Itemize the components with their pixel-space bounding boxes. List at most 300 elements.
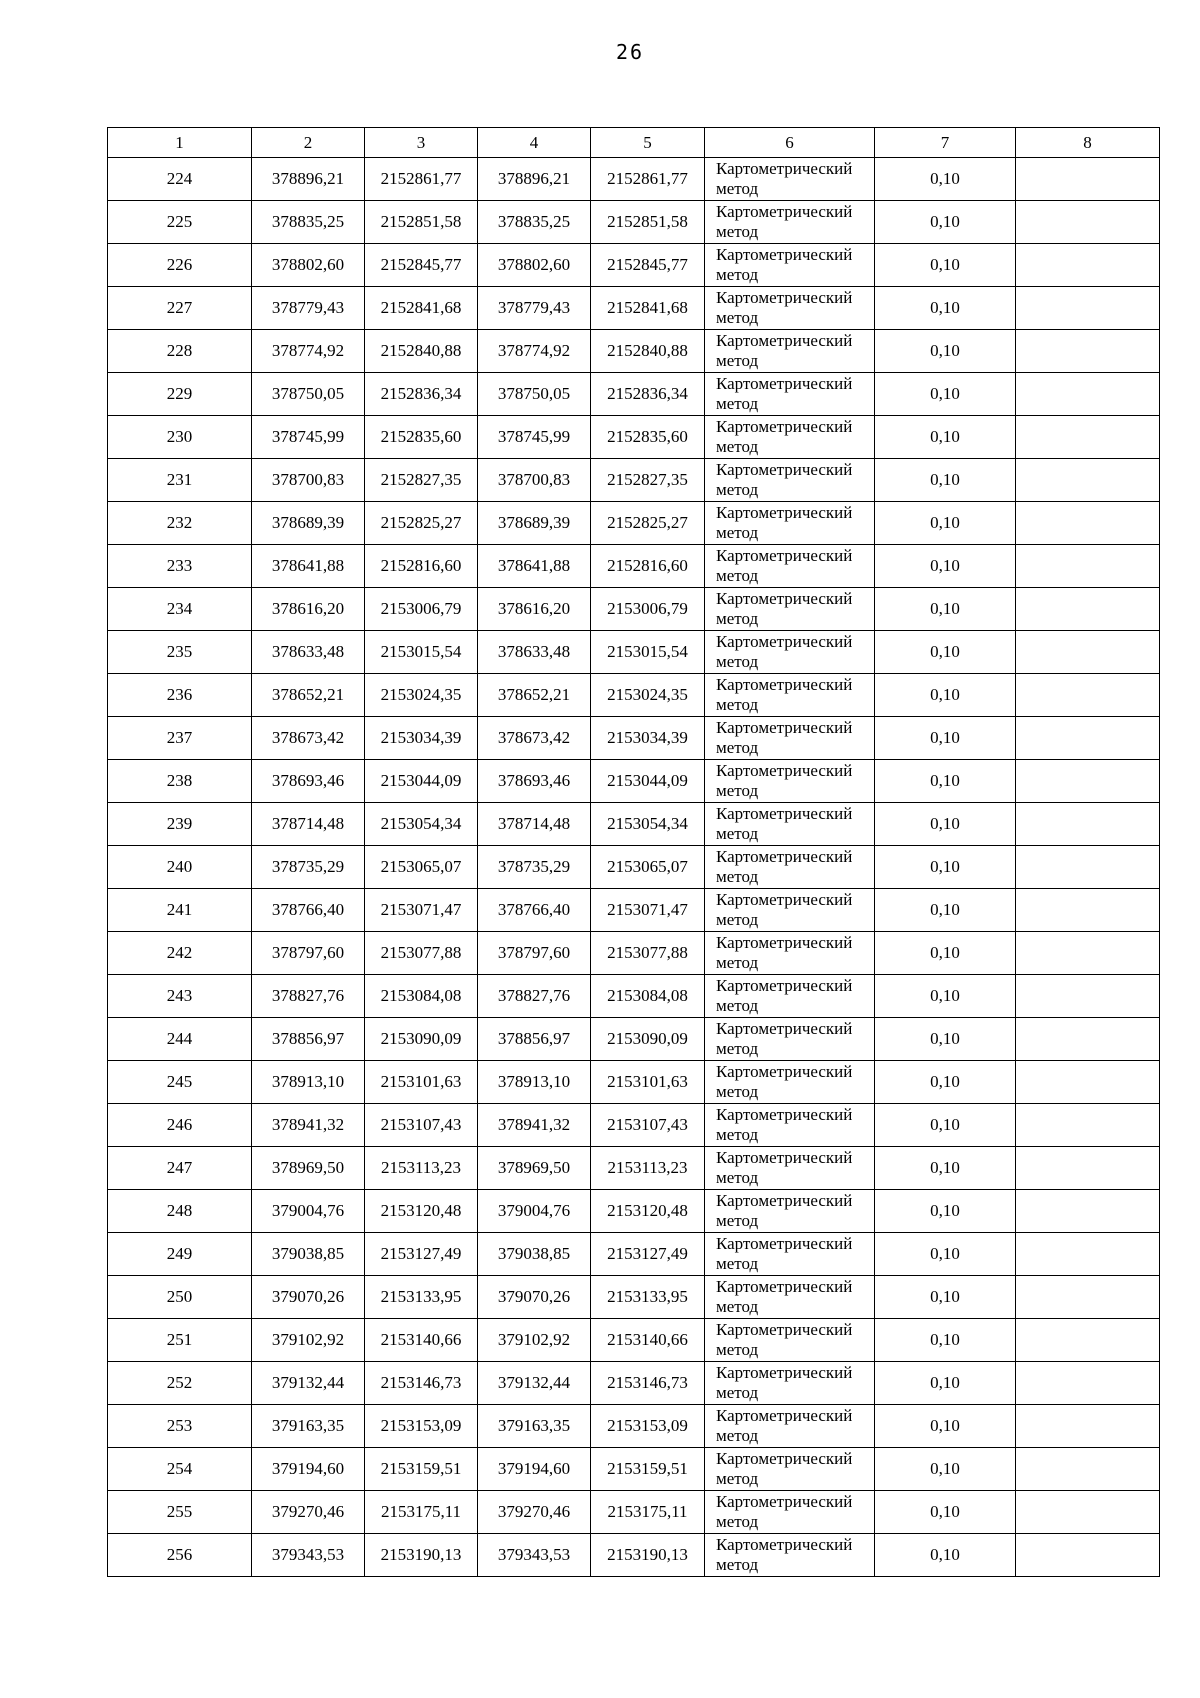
method-line: Картометрический [716, 417, 853, 436]
y-coordinate-cell: 2153101,63 [591, 1061, 705, 1104]
accuracy-cell: 0,10 [875, 287, 1016, 330]
method-cell [705, 244, 875, 287]
table-row [108, 846, 1160, 889]
x-coordinate-cell: 379132,44 [478, 1362, 591, 1405]
x-coordinate-cell: 378689,39 [478, 502, 591, 545]
x-coordinate-cell: 378750,05 [478, 373, 591, 416]
method-cell [705, 1233, 875, 1276]
method-line: Картометрический [716, 1363, 853, 1382]
note-cell [1016, 846, 1160, 889]
method-cell [705, 1147, 875, 1190]
column-header: 2 [252, 128, 365, 158]
method-cell [705, 1405, 875, 1448]
note-cell [1016, 330, 1160, 373]
y-coordinate-cell: 2153140,66 [365, 1319, 478, 1362]
x-coordinate-cell: 378797,60 [478, 932, 591, 975]
method-line: Картометрический [716, 202, 853, 221]
y-coordinate-cell: 2153071,47 [365, 889, 478, 932]
method-line: метод [716, 308, 759, 327]
y-coordinate-cell: 2153084,08 [365, 975, 478, 1018]
accuracy-cell: 0,10 [875, 803, 1016, 846]
note-cell [1016, 459, 1160, 502]
table-row [108, 631, 1160, 674]
table-row [108, 158, 1160, 201]
point-number-cell: 254 [108, 1448, 252, 1491]
point-number-cell: 240 [108, 846, 252, 889]
x-coordinate-cell: 379004,76 [252, 1190, 365, 1233]
method-line: Картометрический [716, 1105, 853, 1124]
note-cell [1016, 1319, 1160, 1362]
method-cell [705, 1491, 875, 1534]
method-line: Картометрический [716, 331, 853, 350]
method-line: метод [716, 1555, 759, 1574]
note-cell [1016, 889, 1160, 932]
y-coordinate-cell: 2153077,88 [591, 932, 705, 975]
point-number-cell: 251 [108, 1319, 252, 1362]
y-coordinate-cell: 2153101,63 [365, 1061, 478, 1104]
x-coordinate-cell: 378652,21 [252, 674, 365, 717]
accuracy-cell: 0,10 [875, 1448, 1016, 1491]
y-coordinate-cell: 2153077,88 [365, 932, 478, 975]
x-coordinate-cell: 378827,76 [252, 975, 365, 1018]
y-coordinate-cell: 2152840,88 [591, 330, 705, 373]
point-number-cell: 237 [108, 717, 252, 760]
x-coordinate-cell: 379070,26 [478, 1276, 591, 1319]
x-coordinate-cell: 378700,83 [478, 459, 591, 502]
method-line: Картометрический [716, 1277, 853, 1296]
method-line: Картометрический [716, 976, 853, 995]
point-number-cell: 239 [108, 803, 252, 846]
y-coordinate-cell: 2153127,49 [365, 1233, 478, 1276]
accuracy-cell: 0,10 [875, 373, 1016, 416]
x-coordinate-cell: 378827,76 [478, 975, 591, 1018]
accuracy-cell: 0,10 [875, 1319, 1016, 1362]
point-number-cell: 232 [108, 502, 252, 545]
column-header: 7 [875, 128, 1016, 158]
table-row [108, 1190, 1160, 1233]
method-cell [705, 674, 875, 717]
y-coordinate-cell: 2152861,77 [591, 158, 705, 201]
method-line: Картометрический [716, 933, 853, 952]
note-cell [1016, 1147, 1160, 1190]
method-cell [705, 545, 875, 588]
x-coordinate-cell: 379038,85 [252, 1233, 365, 1276]
accuracy-cell: 0,10 [875, 588, 1016, 631]
note-cell [1016, 1405, 1160, 1448]
method-line: метод [716, 437, 759, 456]
note-cell [1016, 158, 1160, 201]
y-coordinate-cell: 2152845,77 [591, 244, 705, 287]
y-coordinate-cell: 2153034,39 [365, 717, 478, 760]
point-number-cell: 227 [108, 287, 252, 330]
x-coordinate-cell: 378774,92 [478, 330, 591, 373]
x-coordinate-cell: 378896,21 [478, 158, 591, 201]
coordinates-table [107, 127, 1160, 1577]
method-line: метод [716, 1211, 759, 1230]
y-coordinate-cell: 2153133,95 [591, 1276, 705, 1319]
method-line: Картометрический [716, 718, 853, 737]
method-line: Картометрический [716, 847, 853, 866]
note-cell [1016, 1491, 1160, 1534]
accuracy-cell: 0,10 [875, 889, 1016, 932]
x-coordinate-cell: 379132,44 [252, 1362, 365, 1405]
method-line: Картометрический [716, 761, 853, 780]
method-line: Картометрический [716, 245, 853, 264]
method-line: Картометрический [716, 632, 853, 651]
method-line: метод [716, 1082, 759, 1101]
method-line: Картометрический [716, 1191, 853, 1210]
note-cell [1016, 373, 1160, 416]
x-coordinate-cell: 378779,43 [478, 287, 591, 330]
x-coordinate-cell: 378633,48 [478, 631, 591, 674]
method-line: метод [716, 1512, 759, 1531]
point-number-cell: 255 [108, 1491, 252, 1534]
y-coordinate-cell: 2153054,34 [591, 803, 705, 846]
note-cell [1016, 1448, 1160, 1491]
method-cell [705, 330, 875, 373]
accuracy-cell: 0,10 [875, 1190, 1016, 1233]
point-number-cell: 243 [108, 975, 252, 1018]
y-coordinate-cell: 2153084,08 [591, 975, 705, 1018]
y-coordinate-cell: 2153015,54 [365, 631, 478, 674]
y-coordinate-cell: 2152851,58 [365, 201, 478, 244]
note-cell [1016, 244, 1160, 287]
table-row [108, 502, 1160, 545]
table-row [108, 1276, 1160, 1319]
method-line: метод [716, 652, 759, 671]
table-row [108, 1362, 1160, 1405]
y-coordinate-cell: 2153024,35 [591, 674, 705, 717]
y-coordinate-cell: 2153133,95 [365, 1276, 478, 1319]
y-coordinate-cell: 2152816,60 [365, 545, 478, 588]
method-cell [705, 846, 875, 889]
x-coordinate-cell: 379194,60 [252, 1448, 365, 1491]
point-number-cell: 235 [108, 631, 252, 674]
accuracy-cell: 0,10 [875, 244, 1016, 287]
x-coordinate-cell: 378766,40 [478, 889, 591, 932]
method-cell [705, 416, 875, 459]
method-line: Картометрический [716, 503, 853, 522]
accuracy-cell: 0,10 [875, 674, 1016, 717]
method-line: Картометрический [716, 1148, 853, 1167]
method-cell [705, 1319, 875, 1362]
x-coordinate-cell: 379004,76 [478, 1190, 591, 1233]
x-coordinate-cell: 378693,46 [478, 760, 591, 803]
y-coordinate-cell: 2153107,43 [591, 1104, 705, 1147]
method-cell [705, 1362, 875, 1405]
page-number: 26 [615, 40, 645, 64]
point-number-cell: 224 [108, 158, 252, 201]
note-cell [1016, 803, 1160, 846]
y-coordinate-cell: 2153071,47 [591, 889, 705, 932]
method-line: метод [716, 1426, 759, 1445]
note-cell [1016, 416, 1160, 459]
table-row [108, 1061, 1160, 1104]
method-cell [705, 1276, 875, 1319]
y-coordinate-cell: 2152840,88 [365, 330, 478, 373]
accuracy-cell: 0,10 [875, 158, 1016, 201]
accuracy-cell: 0,10 [875, 932, 1016, 975]
y-coordinate-cell: 2153065,07 [365, 846, 478, 889]
point-number-cell: 248 [108, 1190, 252, 1233]
y-coordinate-cell: 2153153,09 [365, 1405, 478, 1448]
table-row [108, 717, 1160, 760]
method-line: Картометрический [716, 589, 853, 608]
method-line: метод [716, 910, 759, 929]
note-cell [1016, 975, 1160, 1018]
y-coordinate-cell: 2152827,35 [365, 459, 478, 502]
point-number-cell: 253 [108, 1405, 252, 1448]
accuracy-cell: 0,10 [875, 1276, 1016, 1319]
method-cell [705, 373, 875, 416]
x-coordinate-cell: 378693,46 [252, 760, 365, 803]
y-coordinate-cell: 2152841,68 [365, 287, 478, 330]
method-line: метод [716, 1297, 759, 1316]
table-row [108, 1233, 1160, 1276]
method-line: метод [716, 867, 759, 886]
column-header: 8 [1016, 128, 1160, 158]
method-line: Картометрический [716, 1320, 853, 1339]
method-cell [705, 158, 875, 201]
point-number-cell: 238 [108, 760, 252, 803]
table-row [108, 889, 1160, 932]
x-coordinate-cell: 379343,53 [252, 1534, 365, 1577]
method-line: Картометрический [716, 804, 853, 823]
accuracy-cell: 0,10 [875, 1491, 1016, 1534]
method-cell [705, 287, 875, 330]
method-cell [705, 760, 875, 803]
table-row [108, 330, 1160, 373]
y-coordinate-cell: 2152835,60 [591, 416, 705, 459]
x-coordinate-cell: 378913,10 [252, 1061, 365, 1104]
x-coordinate-cell: 379343,53 [478, 1534, 591, 1577]
note-cell [1016, 1190, 1160, 1233]
point-number-cell: 241 [108, 889, 252, 932]
accuracy-cell: 0,10 [875, 545, 1016, 588]
y-coordinate-cell: 2153127,49 [591, 1233, 705, 1276]
method-cell [705, 459, 875, 502]
method-cell [705, 1104, 875, 1147]
y-coordinate-cell: 2152825,27 [591, 502, 705, 545]
table-row [108, 1018, 1160, 1061]
column-header: 5 [591, 128, 705, 158]
y-coordinate-cell: 2153024,35 [365, 674, 478, 717]
point-number-cell: 228 [108, 330, 252, 373]
method-line: метод [716, 953, 759, 972]
x-coordinate-cell: 379194,60 [478, 1448, 591, 1491]
point-number-cell: 244 [108, 1018, 252, 1061]
y-coordinate-cell: 2153054,34 [365, 803, 478, 846]
note-cell [1016, 287, 1160, 330]
y-coordinate-cell: 2152816,60 [591, 545, 705, 588]
y-coordinate-cell: 2153090,09 [365, 1018, 478, 1061]
y-coordinate-cell: 2153159,51 [365, 1448, 478, 1491]
x-coordinate-cell: 378673,42 [478, 717, 591, 760]
point-number-cell: 226 [108, 244, 252, 287]
accuracy-cell: 0,10 [875, 459, 1016, 502]
point-number-cell: 242 [108, 932, 252, 975]
x-coordinate-cell: 378969,50 [252, 1147, 365, 1190]
table-row [108, 588, 1160, 631]
note-cell [1016, 201, 1160, 244]
x-coordinate-cell: 379270,46 [478, 1491, 591, 1534]
method-line: Картометрический [716, 1019, 853, 1038]
method-line: Картометрический [716, 1492, 853, 1511]
x-coordinate-cell: 379163,35 [478, 1405, 591, 1448]
y-coordinate-cell: 2152825,27 [365, 502, 478, 545]
x-coordinate-cell: 378641,88 [252, 545, 365, 588]
y-coordinate-cell: 2153006,79 [365, 588, 478, 631]
x-coordinate-cell: 378941,32 [478, 1104, 591, 1147]
x-coordinate-cell: 378745,99 [252, 416, 365, 459]
x-coordinate-cell: 378969,50 [478, 1147, 591, 1190]
accuracy-cell: 0,10 [875, 1233, 1016, 1276]
method-cell [705, 717, 875, 760]
x-coordinate-cell: 378835,25 [478, 201, 591, 244]
y-coordinate-cell: 2153140,66 [591, 1319, 705, 1362]
point-number-cell: 252 [108, 1362, 252, 1405]
x-coordinate-cell: 378745,99 [478, 416, 591, 459]
y-coordinate-cell: 2153146,73 [365, 1362, 478, 1405]
method-line: Картометрический [716, 460, 853, 479]
note-cell [1016, 588, 1160, 631]
note-cell [1016, 631, 1160, 674]
y-coordinate-cell: 2153175,11 [591, 1491, 705, 1534]
table-header-row [108, 128, 1160, 158]
y-coordinate-cell: 2153146,73 [591, 1362, 705, 1405]
accuracy-cell: 0,10 [875, 502, 1016, 545]
table-row [108, 1448, 1160, 1491]
method-line: Картометрический [716, 1535, 853, 1554]
x-coordinate-cell: 378673,42 [252, 717, 365, 760]
accuracy-cell: 0,10 [875, 1147, 1016, 1190]
column-header: 3 [365, 128, 478, 158]
accuracy-cell: 0,10 [875, 1018, 1016, 1061]
table-row [108, 459, 1160, 502]
x-coordinate-cell: 379270,46 [252, 1491, 365, 1534]
method-cell [705, 631, 875, 674]
y-coordinate-cell: 2153153,09 [591, 1405, 705, 1448]
table-row [108, 674, 1160, 717]
x-coordinate-cell: 378750,05 [252, 373, 365, 416]
table-row [108, 545, 1160, 588]
note-cell [1016, 1534, 1160, 1577]
y-coordinate-cell: 2153120,48 [365, 1190, 478, 1233]
point-number-cell: 225 [108, 201, 252, 244]
method-line: Картометрический [716, 288, 853, 307]
y-coordinate-cell: 2153044,09 [365, 760, 478, 803]
note-cell [1016, 1276, 1160, 1319]
accuracy-cell: 0,10 [875, 1104, 1016, 1147]
method-line: метод [716, 1168, 759, 1187]
y-coordinate-cell: 2153159,51 [591, 1448, 705, 1491]
y-coordinate-cell: 2152835,60 [365, 416, 478, 459]
method-cell [705, 803, 875, 846]
x-coordinate-cell: 378896,21 [252, 158, 365, 201]
method-line: метод [716, 394, 759, 413]
method-line: Картометрический [716, 1062, 853, 1081]
y-coordinate-cell: 2153044,09 [591, 760, 705, 803]
method-line: метод [716, 222, 759, 241]
method-line: Картометрический [716, 890, 853, 909]
accuracy-cell: 0,10 [875, 416, 1016, 459]
method-cell [705, 889, 875, 932]
method-line: метод [716, 824, 759, 843]
y-coordinate-cell: 2153120,48 [591, 1190, 705, 1233]
x-coordinate-cell: 378802,60 [252, 244, 365, 287]
y-coordinate-cell: 2153034,39 [591, 717, 705, 760]
point-number-cell: 245 [108, 1061, 252, 1104]
point-number-cell: 229 [108, 373, 252, 416]
point-number-cell: 247 [108, 1147, 252, 1190]
method-line: метод [716, 738, 759, 757]
y-coordinate-cell: 2153175,11 [365, 1491, 478, 1534]
y-coordinate-cell: 2153190,13 [365, 1534, 478, 1577]
method-cell [705, 1534, 875, 1577]
table-row [108, 760, 1160, 803]
x-coordinate-cell: 378735,29 [252, 846, 365, 889]
y-coordinate-cell: 2153065,07 [591, 846, 705, 889]
table-row [108, 975, 1160, 1018]
point-number-cell: 256 [108, 1534, 252, 1577]
method-line: Картометрический [716, 675, 853, 694]
accuracy-cell: 0,10 [875, 717, 1016, 760]
accuracy-cell: 0,10 [875, 846, 1016, 889]
method-cell [705, 932, 875, 975]
x-coordinate-cell: 379038,85 [478, 1233, 591, 1276]
method-line: метод [716, 179, 759, 198]
method-line: метод [716, 480, 759, 499]
method-cell [705, 1061, 875, 1104]
point-number-cell: 231 [108, 459, 252, 502]
x-coordinate-cell: 379102,92 [478, 1319, 591, 1362]
table-row [108, 244, 1160, 287]
method-cell [705, 975, 875, 1018]
y-coordinate-cell: 2153090,09 [591, 1018, 705, 1061]
x-coordinate-cell: 379163,35 [252, 1405, 365, 1448]
method-line: метод [716, 781, 759, 800]
method-cell [705, 201, 875, 244]
note-cell [1016, 674, 1160, 717]
x-coordinate-cell: 378735,29 [478, 846, 591, 889]
point-number-cell: 236 [108, 674, 252, 717]
y-coordinate-cell: 2153015,54 [591, 631, 705, 674]
table-row [108, 1534, 1160, 1577]
accuracy-cell: 0,10 [875, 631, 1016, 674]
table-row [108, 1491, 1160, 1534]
y-coordinate-cell: 2152851,58 [591, 201, 705, 244]
accuracy-cell: 0,10 [875, 760, 1016, 803]
accuracy-cell: 0,10 [875, 1061, 1016, 1104]
note-cell [1016, 1061, 1160, 1104]
x-coordinate-cell: 378797,60 [252, 932, 365, 975]
accuracy-cell: 0,10 [875, 1534, 1016, 1577]
y-coordinate-cell: 2152845,77 [365, 244, 478, 287]
y-coordinate-cell: 2153113,23 [591, 1147, 705, 1190]
y-coordinate-cell: 2152861,77 [365, 158, 478, 201]
x-coordinate-cell: 378633,48 [252, 631, 365, 674]
accuracy-cell: 0,10 [875, 1362, 1016, 1405]
method-line: метод [716, 1340, 759, 1359]
method-line: метод [716, 1125, 759, 1144]
method-line: метод [716, 1039, 759, 1058]
column-header: 6 [705, 128, 875, 158]
note-cell [1016, 502, 1160, 545]
method-cell [705, 1190, 875, 1233]
note-cell [1016, 717, 1160, 760]
table-row [108, 932, 1160, 975]
method-line: метод [716, 265, 759, 284]
